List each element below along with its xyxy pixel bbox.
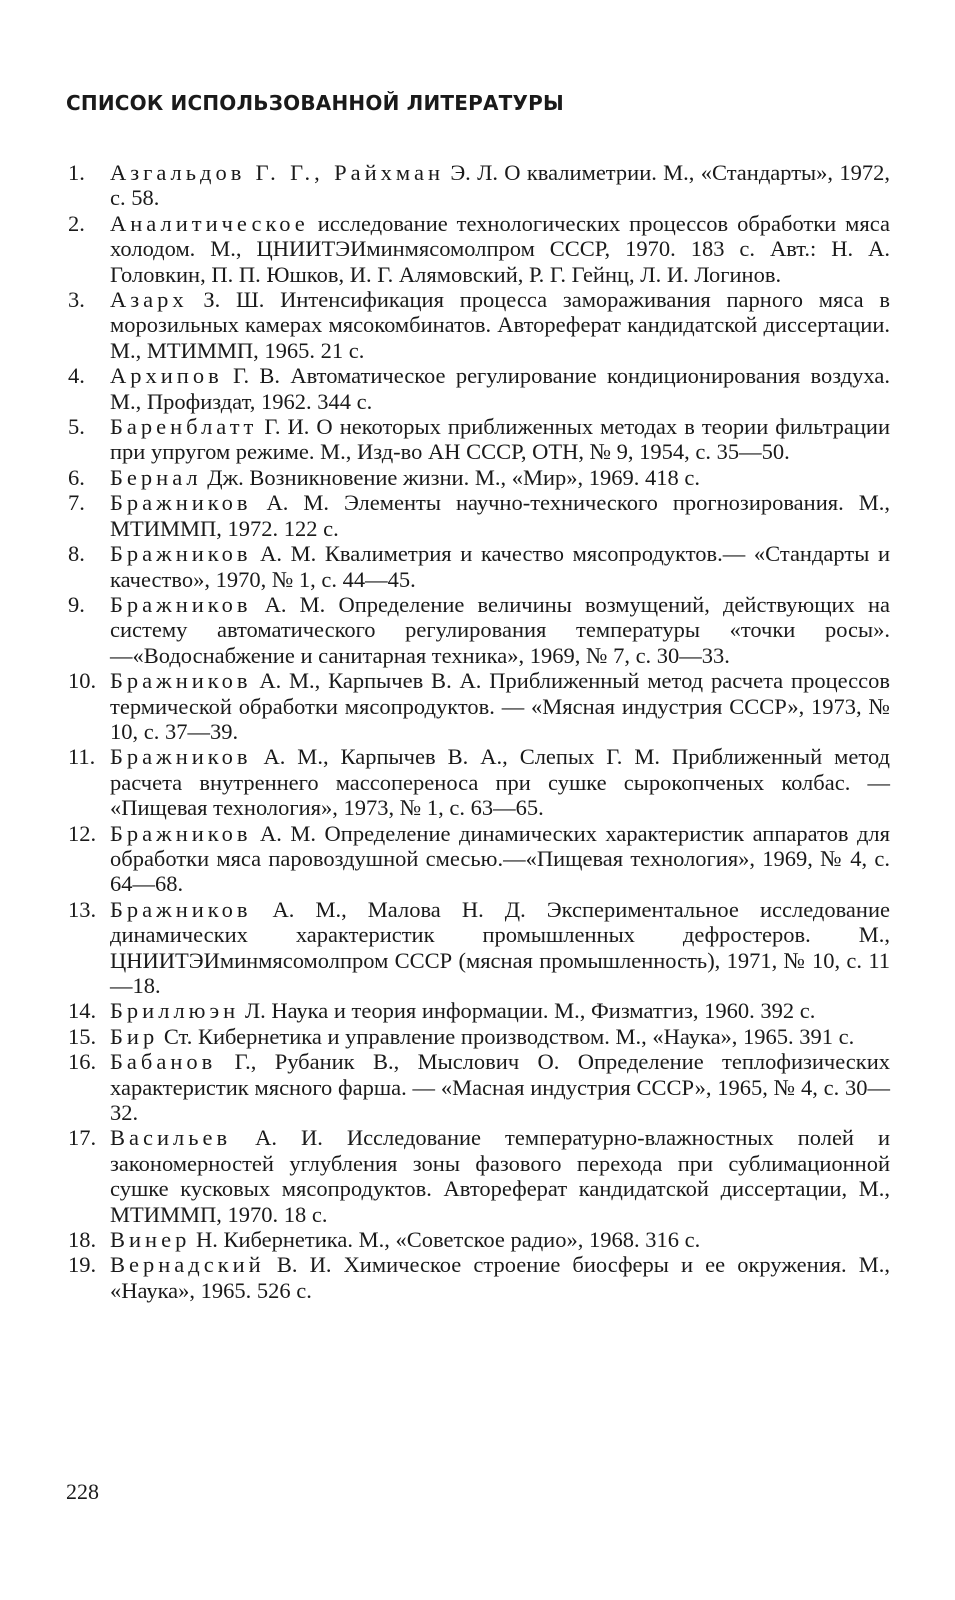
reference-number: 10. [68, 668, 97, 694]
reference-number: 8. [68, 541, 85, 567]
reference-item [68, 897, 890, 999]
reference-number: 5. [68, 414, 85, 440]
reference-text: А. М., Карпычев В. А. Приближенный метод расчета процессов термической обработки мясопродуктов. — «Мясная индустрия СССР», 1973, № 10, с. 37—39. [110, 668, 890, 744]
reference-author: Архипов [110, 363, 223, 389]
reference-item [68, 592, 890, 668]
reference-item [68, 160, 890, 211]
reference-item [68, 668, 890, 744]
reference-text: Н. Кибернетика. М., «Советское радио», 1968. 316 с. [190, 1227, 701, 1253]
reference-author: Бернал [110, 464, 202, 490]
reference-text: Ст. Кибернетика и управление производством. М., «Наука», 1965. 391 с. [158, 1023, 855, 1049]
reference-item [68, 1049, 890, 1125]
page-number: 228 [66, 1479, 99, 1504]
reference-author: Бир [110, 1023, 159, 1049]
reference-text: А. М. Определение величины возмущений, действующих на систему автоматического регулирования температуры «точки росы».—«Водоснабжение и санитарная техника», 1969, № 7, с. 30—33. [110, 591, 890, 668]
reference-number: 17. [68, 1125, 97, 1151]
reference-author: Азарх [110, 287, 188, 313]
reference-number: 7. [68, 490, 85, 516]
reference-author: Бражников [110, 744, 252, 770]
reference-author: Баренблатт [110, 414, 258, 440]
reference-item [68, 414, 890, 465]
reference-number: 1. [68, 160, 85, 185]
reference-number: 12. [68, 820, 97, 846]
reference-item [68, 465, 890, 490]
reference-author: Бражников [110, 490, 252, 516]
reference-author: Бражников [110, 820, 252, 846]
reference-item [68, 1024, 890, 1049]
reference-text: А. М. Элементы научно-технического прогнозирования. М., МТИММП, 1972. 122 с. [110, 490, 890, 541]
reference-item [68, 363, 890, 414]
reference-text: исследование технологических процессов обработки мяса холодом. М., ЦНИИТЭИминмясомолпром СССР, 1970. 183 с. Авт.: Н. А. Головкин, П. П. Юшков, И. Г. Алямовский, Р. Г. Гейнц, Л. И. Логинов. [110, 210, 890, 287]
reference-list [68, 160, 890, 1303]
reference-text: Л. Наука и теория информации. М., Физматгиз, 1960. 392 с. [239, 998, 816, 1024]
reference-item [68, 541, 890, 592]
reference-item [68, 998, 890, 1023]
reference-author: Бражников [110, 896, 252, 922]
reference-number: 3. [68, 287, 85, 313]
reference-text: А. М., Малова Н. Д. Экспериментальное исследование динамических характеристик промышленных дефростеров. М., ЦНИИТЭИминмясомолпром СССР (мясная промышленность), 1971, № 10, с. 11—18. [110, 896, 890, 998]
reference-number: 9. [68, 591, 85, 617]
reference-item [68, 744, 890, 820]
reference-text: А. М., Карпычев В. А., Слепых Г. М. Приближенный метод расчета внутреннего массопереноса при сушке сырокопченых колбас. — «Пищевая технология», 1973, № 1, с. 63—65. [110, 744, 890, 821]
reference-text: Г., Рубаник В., Мыслович О. Определение теплофизических характеристик мясного фарша. — «Масная индустрия СССР», 1965, № 4, с. 30—32. [110, 1049, 890, 1126]
reference-author: Бриллюэн [110, 998, 240, 1024]
reference-number: 2. [68, 210, 85, 236]
reference-author: Бражников [110, 541, 252, 567]
reference-number: 16. [68, 1049, 97, 1075]
reference-author: Бражников [110, 591, 252, 617]
reference-text: А. М. Квалиметрия и качество мясопродуктов.— «Стандарты и качество», 1970, № 1, с. 44—45. [110, 541, 890, 592]
reference-item [68, 1125, 890, 1227]
reference-author: Азгальдов Г. Г., Райхман [110, 160, 445, 185]
reference-item [68, 821, 890, 897]
reference-author: Вернадский [110, 1252, 265, 1278]
reference-item [68, 287, 890, 363]
reference-item [68, 1227, 890, 1252]
reference-author: Бабанов [110, 1049, 217, 1075]
reference-item [68, 211, 890, 287]
reference-number: 13. [68, 896, 97, 922]
reference-number: 4. [68, 363, 85, 389]
reference-number: 19. [68, 1252, 97, 1278]
reference-text: А. М. Определение динамических характеристик аппаратов для обработки мяса паровоздушной смесью.—«Пищевая технология», 1969, № 4, с. 64—68. [110, 820, 890, 897]
reference-number: 6. [68, 464, 85, 490]
reference-text: Дж. Возникновение жизни. М., «Мир», 1969. 418 с. [201, 464, 700, 490]
page-title: СПИСОК ИСПОЛЬЗОВАННОЙ ЛИТЕРАТУРЫ [66, 91, 564, 115]
reference-item [68, 490, 890, 541]
reference-text: Э. Л. О квалиметрии. М., «Стандарты», 1972, с. 58. [110, 160, 890, 211]
reference-item [68, 1252, 890, 1303]
reference-text: Г. В. Автоматическое регулирование кондиционирования воздуха. М., Профиздат, 1962. 344 с. [110, 363, 890, 414]
reference-author: Бражников [110, 668, 252, 694]
reference-author: Аналитическое [110, 210, 309, 236]
reference-text: В. И. Химическое строение биосферы и ее окружения. М., «Наука», 1965. 526 с. [110, 1252, 890, 1303]
reference-text: Г. И. О некоторых приближенных методах в теории фильтрации при упругом режиме. М., Изд-во АН СССР, ОТН, № 9, 1954, с. 35—50. [110, 414, 890, 465]
reference-number: 18. [68, 1227, 97, 1253]
reference-number: 15. [68, 1023, 97, 1049]
reference-author: Винер [110, 1227, 191, 1253]
reference-number: 11. [68, 744, 96, 770]
reference-text: З. Ш. Интенсификация процесса замораживания парного мяса в морозильных камерах мясокомбинатов. Автореферат кандидатской диссертации. М., МТИММП, 1965. 21 с. [110, 287, 890, 363]
reference-number: 14. [68, 998, 97, 1024]
reference-author: Васильев [110, 1125, 232, 1151]
reference-text: А. И. Исследование температурно-влажностных полей и закономерностей углубления зоны фазового перехода при сублимационной сушке кусковых мясопродуктов. Автореферат кандидатской диссертации, М., МТИММП, 1970. 18 с. [110, 1125, 890, 1227]
